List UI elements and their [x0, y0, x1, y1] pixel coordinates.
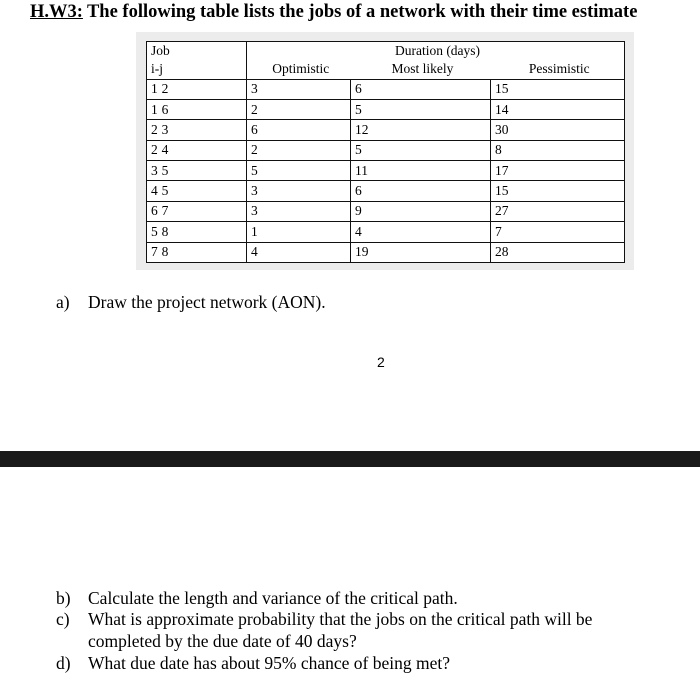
table-row	[147, 242, 625, 262]
job-duration-table	[146, 41, 625, 263]
page-number: 2	[377, 354, 385, 370]
optimistic-cell: 5	[247, 161, 351, 181]
job-cell	[147, 99, 247, 119]
job-end-node: 2	[161, 81, 169, 97]
table-row	[147, 201, 625, 221]
most-likely-cell: 19	[351, 242, 491, 262]
table-row	[147, 120, 625, 140]
table-row	[147, 181, 625, 201]
table-row	[147, 161, 625, 181]
most-likely-cell: 5	[351, 140, 491, 160]
most-likely-cell: 11	[351, 161, 491, 181]
job-start-node: 1	[151, 101, 159, 117]
job-end-node: 5	[161, 183, 169, 199]
assignment-code: H.W3:	[30, 2, 83, 22]
job-start-node: 4	[151, 183, 159, 199]
pessimistic-cell: 28	[491, 242, 625, 262]
page-divider-bar	[0, 451, 700, 467]
question-c-text: What is approximate probability that the jobs on the critical path will be	[88, 609, 593, 629]
pessimistic-cell: 8	[491, 140, 625, 160]
question-c-label: c)	[56, 609, 70, 629]
job-cell	[147, 181, 247, 201]
most-likely-cell: 6	[351, 79, 491, 99]
job-end-node: 6	[161, 101, 169, 117]
optimistic-cell: 6	[247, 120, 351, 140]
job-header: Job	[147, 42, 247, 61]
most-likely-cell: 6	[351, 181, 491, 201]
question-b-label: b)	[56, 588, 71, 608]
job-start-node: 3	[151, 162, 159, 178]
table-row	[147, 79, 625, 99]
job-end-node: 3	[161, 121, 169, 137]
job-start-node: 2	[151, 121, 159, 137]
table-row	[147, 140, 625, 160]
pessimistic-cell: 17	[491, 161, 625, 181]
job-cell	[147, 242, 247, 262]
table-row	[147, 99, 625, 119]
question-d-text: What due date has about 95% chance of being met?	[88, 653, 451, 673]
table-subheader-row	[147, 60, 625, 79]
pessimistic-cell: 30	[491, 120, 625, 140]
assignment-title: The following table lists the jobs of a network with their time estimate	[86, 2, 638, 22]
optimistic-cell: 4	[247, 242, 351, 262]
question-b	[56, 587, 458, 609]
question-d-label: d)	[56, 653, 71, 673]
question-c	[56, 608, 676, 652]
ij-header: i-j	[147, 60, 247, 79]
most-likely-cell: 5	[351, 99, 491, 119]
pessimistic-cell: 14	[491, 99, 625, 119]
job-start-node: 5	[151, 223, 159, 239]
question-d	[56, 652, 450, 674]
job-cell	[147, 161, 247, 181]
pessimistic-cell: 15	[491, 79, 625, 99]
optimistic-cell: 2	[247, 99, 351, 119]
job-start-node: 2	[151, 142, 159, 158]
question-a-label: a)	[56, 292, 70, 312]
job-end-node: 8	[161, 244, 169, 260]
table-image-frame	[136, 32, 634, 270]
job-cell	[147, 222, 247, 242]
job-end-node: 4	[161, 142, 169, 158]
job-cell	[147, 79, 247, 99]
duration-header: Duration (days)	[247, 42, 625, 61]
pessimistic-cell: 15	[491, 181, 625, 201]
optimistic-cell: 3	[247, 201, 351, 221]
most-likely-header: Most likely	[351, 60, 491, 79]
pessimistic-cell: 7	[491, 222, 625, 242]
job-start-node: 7	[151, 244, 159, 260]
job-end-node: 7	[161, 203, 169, 219]
job-start-node: 1	[151, 81, 159, 97]
most-likely-cell: 4	[351, 222, 491, 242]
optimistic-cell: 1	[247, 222, 351, 242]
job-end-node: 5	[161, 162, 169, 178]
pessimistic-header: Pessimistic	[491, 60, 625, 79]
job-start-node: 6	[151, 203, 159, 219]
optimistic-header: Optimistic	[247, 60, 351, 79]
job-end-node: 8	[161, 223, 169, 239]
question-a	[56, 291, 326, 313]
pessimistic-cell: 27	[491, 201, 625, 221]
question-a-text: Draw the project network (AON).	[88, 292, 326, 312]
optimistic-cell: 2	[247, 140, 351, 160]
question-b-text: Calculate the length and variance of the critical path.	[88, 588, 458, 608]
table-header-row	[147, 42, 625, 61]
question-c-text-continued: completed by the due date of 40 days?	[88, 631, 357, 651]
job-cell	[147, 120, 247, 140]
job-cell	[147, 140, 247, 160]
optimistic-cell: 3	[247, 79, 351, 99]
most-likely-cell: 9	[351, 201, 491, 221]
assignment-heading	[30, 2, 700, 23]
table-row	[147, 222, 625, 242]
job-cell	[147, 201, 247, 221]
most-likely-cell: 12	[351, 120, 491, 140]
optimistic-cell: 3	[247, 181, 351, 201]
